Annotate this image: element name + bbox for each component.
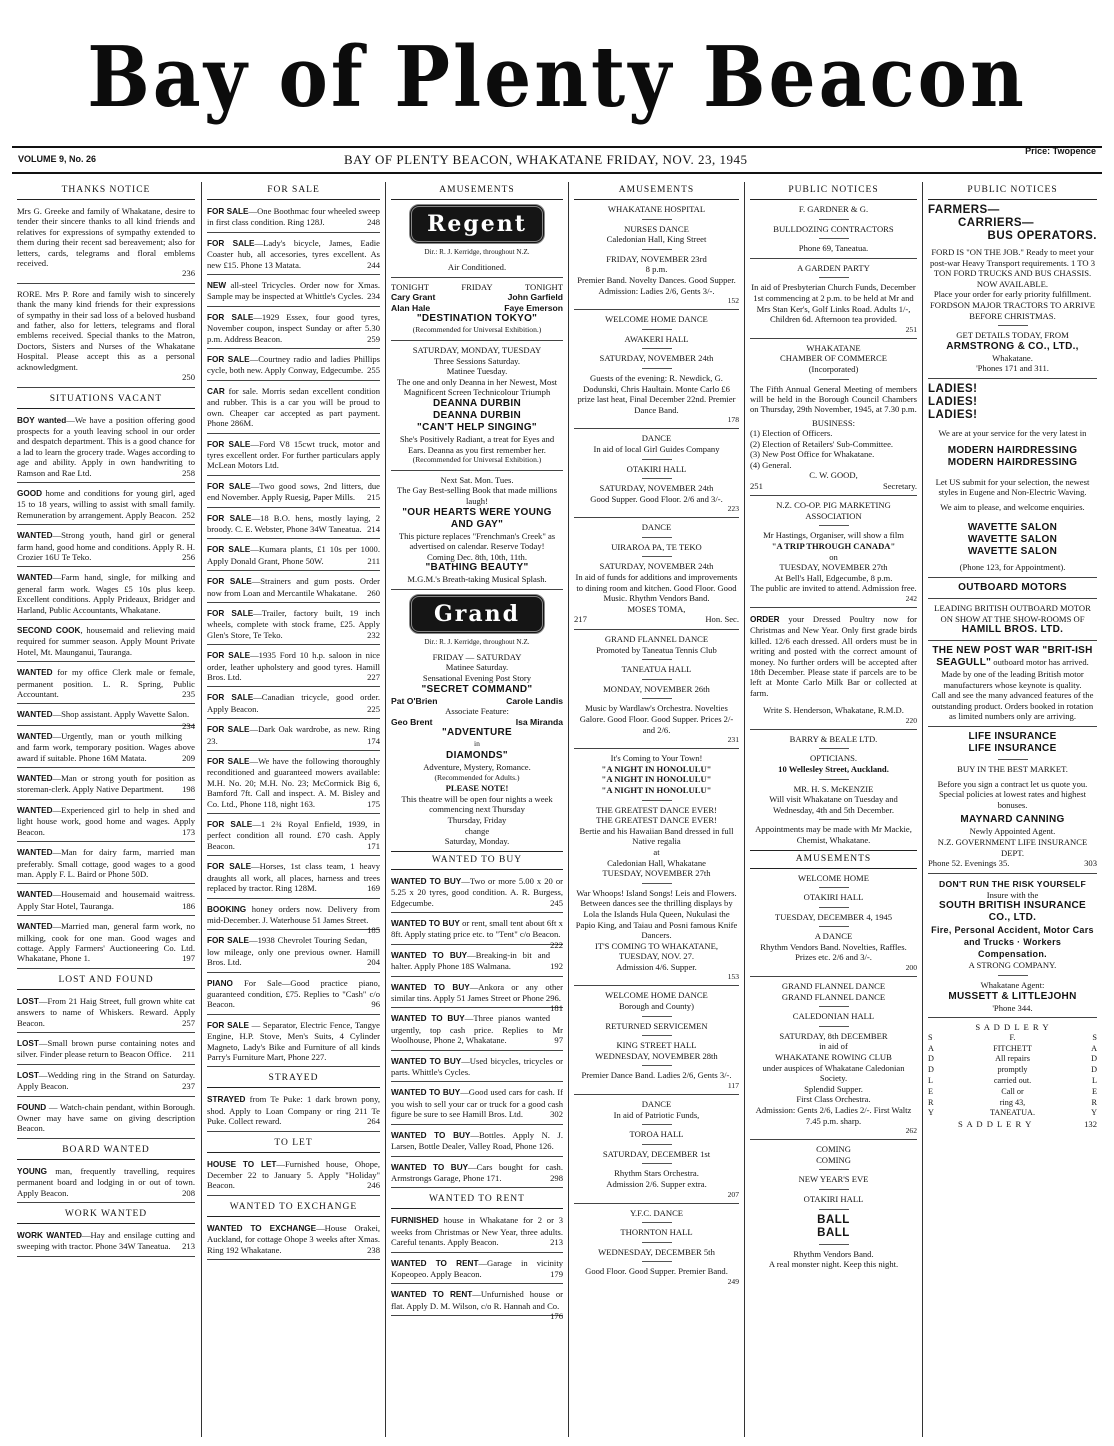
saddlery-row: L carried out. L [928,1075,1097,1085]
classified-ad: FOR SALE—1935 Ford 10 h.p. saloon in nice order, leather upholstery and good tyres. Hamill Bros. Ltd. 227 [207,648,380,687]
wanted-to-buy-list [391,874,563,1189]
for-sale-list [207,204,380,1067]
classified-ad: WANTED TO BUY—Two or more 5.00 x 20 or 5.25 x 20 tyres, good condition. A. R. Burgess, Edgecumbe. 245 [391,874,563,913]
classified-ad: WANTED—Urgently, man or youth milking and farm work, temporary position. Wages above award if suitable. Phone 16M Matata. 209 [17,729,195,768]
section-heading: BOARD WANTED [17,1142,195,1160]
classified-ad: FOR SALE—1 2¾ Royal Enfield, 1939, in perfect condition all round. £70 cash. Apply Beacon. 171 [207,817,380,856]
situations-list [17,413,195,969]
saddlery-row: R ring 43, R [928,1097,1097,1107]
classified-ad: FOR SALE—Kumara plants, £1 10s per 1000. Apply Donald Grant, Phone 50W. 211 [207,542,380,571]
classified-ad: NEW all-steel Tricycles. Order now for Xmas. Sample may be inspected at Whittle's Cycles. 234 [207,278,380,307]
classified-ad: FOR SALE — Separator, Electric Fence, Tangye Engine, H.P. Stove, Men's Suits, 4 Cylinder Magneto, Lady's Bike and Furniture of all kinds Parry's Furniture Mart, Phone 227. [207,1018,380,1068]
section-heading: WANTED TO BUY [391,851,563,870]
classified-ad: WANTED TO EXCHANGE—House Orakei, Auckland, for cottage Ohope 3 weeks after Xmas. Ring 192 Whakatane. 238 [207,1221,380,1260]
classified-ad: BOOKING honey orders now. Delivery from mid-December. J. Waterhouse 51 James Street. 185 [207,903,380,936]
classified-ad: WANTED TO RENT—Garage in vicinity Kopeopeo. Apply Beacon. 179 [391,1256,563,1285]
classified-ad: WANTED TO BUY—Ankora or any other similar tins. Apply 51 James Street or Phone 296. 181 [391,981,563,1014]
wanted-to-rent-list [391,1213,563,1322]
classified-ad: BOY wanted—We have a position offering good prospects for a youth leaving school in our order and despatch department. This is a good chance for a lad to learn the grocery trade. Wages according to age and ability. Apply in own handwriting to Ramson and Rae Ltd. 258 [17,413,195,483]
columns [12,182,1102,1437]
classified-ad: FOR SALE—One Boothmac four wheeled sweep in first class condition. Ring 128J. 248 [207,204,380,233]
section-heading: WANTED TO RENT [391,1191,563,1209]
classified-ad: WANTED TO BUY—Three pianos wanted urgently, top cash price. Replies to Mr Woolhouse, Phone 2, Whakatane. 97 [391,1011,563,1050]
issue-date: BAY OF PLENTY BEACON, WHAKATANE FRIDAY, NOV. 23, 1945 [344,152,748,167]
section-heading: SITUATIONS VACANT [17,391,195,409]
classified-ad: WANTED—Experienced girl to help in shed and light house work, good home and wages. Apply Beacon. 173 [17,803,195,842]
section-heading: AMUSEMENTS [391,182,563,200]
classified-ad: GOOD home and conditions for young girl, aged 15 to 18 years, willing to assist with small family. Remuneration by arrangement. Apply Beacon. 252 [17,486,195,525]
classified-ad: WANTED—Strong youth, hand girl or general farm hand, good home and conditions. Apply R. H. Crozier 16U Te Teko. 256 [17,528,195,567]
masthead-rule [12,146,1102,148]
section-heading: WORK WANTED [17,1206,195,1224]
section-heading: FOR SALE [207,182,380,200]
saddlery-row: D promptly D [928,1065,1097,1075]
masthead [0,8,1114,148]
classified-ad: WANTED TO BUY—Cars bought for cash. Armstrongs Garage, Phone 171. 298 [391,1160,563,1189]
saddlery-row: Y TANEATUA. Y [928,1108,1097,1118]
classified-ad: FOR SALE—Horses, 1st class team, 1 heavy draughts all work, all places, harness and trees replaced by tractor. Ring 128M. 169 [207,859,380,898]
grand-logo: Grand [409,594,545,634]
saddlery-row: E Call or E [928,1086,1097,1096]
column-1 [12,182,200,1437]
tonight-row: TONIGHT FRIDAY TONIGHT [391,281,563,292]
notice: RORE. Mrs P. Rore and family wish to sincerely thank the many kind friends for their expressions of sympathy in their sad loss of a beloved husband and father, also for letters, telegrams and floral emblems received. Special thanks to the Matron, Doctors, Sisters and Nurses of the Whakatane Hospital. Please accept this as a personal acknowledgment. 250 [17,287,195,388]
column-6: PUBLIC NOTICES FARMERS— CARRIERS— BUS OPERATORS. FORD IS "ON THE JOB." Ready to meet your post-war Heavy Transport requirements. 1 TO 3 TON FORD TRUCKS AND BUS CHASSIS. NOW AVAILABLE. Place your order for early priority fulfillment. FORDSON MAJOR TRACTORS TO ARRIVE BEFORE CHRISTMAS. GET DETAILS TODAY, FROM ARMSTRONG & CO., LTD., Whakatane. 'Phones 171 and 311. LADIES! LADIES! LADIES! We are at your service for the very latest in MODERN HAIRDRESSING MODERN HAIRDRESSING Let US submit for your selection, the newest styles in Eugene and Non-Electric Waving. We aim to please, and welcome enquiries. WAVETTE SALON WAVETTE SALON WAVETTE SALON (Phone 123, for Appointment). OUTBOARD MOTORS LEADING BRITISH OUTBOARD MOTOR ON SHOW AT THE SHOW-ROOMS OF HAMILL BROS. LTD. THE NEW POST WAR "BRIT-ISH SEAGULL" outboard motor has arrived. Made by one of the leading British motor manufacturers whose keynote is quality. Call and see the many advanced features of the outstanding product. Orders booked in rotation as limited numbers only are arriving. LIFE INSURANCE LIFE INSURANCE BUY IN THE BEST MARKET. Before you sign a contract let us quote you. Special policies at lowest rates and highest bonuses. MAYNARD CANNING Newly Appointed Agent. N.Z. GOVERNMENT LIFE INSURANCE DEPT. Phone 52. Evenings 35. 303 DON'T RUN THE RISK YOURSELF Insure with the SOUTH BRITISH INSURANCE CO., LTD. Fire, Personal Accident, Motor Cars and Trucks · Workers Compensation. A STRONG COMPANY. Whakatane Agent: MUSSETT & LITTLEJOHN 'Phone 344. S A D D L E R Y S F. S A FITCHETT A D All repairs D D promptly D L carried out. L E Call or E R ring 43, R Y TANEATUA. Y S A D D L E R Y 132 [922,182,1102,1437]
section-heading: STRAYED [207,1070,380,1088]
classified-ad: WANTED TO BUY—Breaking-in bit and halter. Apply Phone 18S Walmana. 192 [391,948,563,977]
section-heading: PUBLIC NOTICES [928,182,1097,200]
classified-ad: LOST—Small brown purse containing notes and silver. Finder please return to Beacon Office. 211 [17,1036,195,1065]
price: Price: Twopence [1025,146,1096,156]
film-title: "BATHING BEAUTY" [425,562,529,574]
lost-found-list [17,994,195,1139]
column-4: AMUSEMENTS WHAKATANE HOSPITAL NURSES DANCE Caledonian Hall, King Street FRIDAY, NOVEMBER 23rd 8 p.m. Premier Band. Novelty Dances. Good Supper. Admission: Ladies 2/6, Gents 3/-. 152 WELCOME HOME DANCE AWAKERI HALL SATURDAY, NOVEMBER 24th Guests of the evening: R. Newdick, G. Dodunski, Chris Haultain. Monte Carlo £6 prize last heat, Final December 22nd. Premier Dance Band. 178 DANCE In aid of local Girl Guides Company OTAKIRI HALL SATURDAY, NOVEMBER 24th Good Supper. Good Floor. 2/6 and 3/-. 223 DANCE UIRAROA PA, TE TEKO SATURDAY, NOVEMBER 24th In aid of funds for additions and improvements to dining room and kitchen. Good Floor. Good Music. Rhythm Vendors Band. MOSES TOMA, 217 Hon. Sec. GRAND FLANNEL DANCE Promoted by Taneatua Tennis Club TANEATUA HALL MONDAY, NOVEMBER 26th Music by Wardlaw's Orchestra. Novelties Galore. Good Floor. Good Supper. Prices 2/- and 2/6. 231 It's Coming to Your Town! "A NIGHT IN HONOLULU" "A NIGHT IN HONOLULU" "A NIGHT IN HONOLULU" THE GREATEST DANCE EVER! THE GREATEST DANCE EVER! Bertie and his Hawaiian Band dressed in full Native regalia at Caledonian Hall, Whakatane TUESDAY, NOVEMBER 27th War Whoops! Island Songs! Leis and Flowers. Between dances see the thrilling displays by Lola the Islands Hula Queen, Nukulasi the Papio King, and Taiau and Posni famous Knife Dancers. IT'S COMING TO WHAKATANE, TUESDAY, NOV. 27. Admission 4/6. Supper. 153 WELCOME HOME DANCE Borough and County) RETURNED SERVICEMEN KING STREET HALL WEDNESDAY, NOVEMBER 28th Premier Dance Band. Ladies 2/6, Gents 3/-. 117 DANCE In aid of Patriotic Funds, TOROA HALL SATURDAY, DECEMBER 1st Rhythm Stars Orchestra. Admission 2/6. Supper extra. 207 Y.F.C. DANCE THORNTON HALL WEDNESDAY, DECEMBER 5th Good Floor. Good Supper. Premier Band. 249 [568,182,744,1437]
classified-ad: CAR for sale. Morris sedan excellent condition and rubber. This is a car you will be proud to own. Cheaper car accepted as part payment. Phone 286M. [207,384,380,434]
column-2 [201,182,385,1437]
classified-ad: SECOND COOK, housemaid and relieving maid required for summer season. Apply Mount Private Hotel, Mt. Maunganui, Tauranga. [17,623,195,662]
classified-ad: FOR SALE—Canadian tricycle, good order. Apply Beacon. 225 [207,690,380,719]
classified-ad: ORDER your Dressed Poultry now for Christmas and New Year. Only first grade birds killed. 12/6 each dressed. All orders must be in writing and posted with the correct amount of money. No further orders will be accepted after 18th December. Please state if parcels are to be left at Monte Carlo Milk Bar or collected at farm. [750,613,917,698]
classified-ad: FOR SALE—Trailer, factory built, 19 inch wheels, complete with stock frame, £25. Apply Glen's Store, Te Teko. 232 [207,606,380,645]
dateline-rule [12,172,1102,174]
classified-ad: FURNISHED house in Whakatane for 2 or 3 weeks from Christmas or New Year, three adults. Careful tenants. Apply Beacon. 213 [391,1213,563,1252]
section-heading: AMUSEMENTS [574,182,739,200]
classified-ad: WANTED TO RENT—Unfurnished house or flat. Apply D. M. Wilson, c/o R. Hannah and Co. 176 [391,1289,563,1322]
section-heading: PUBLIC NOTICES [750,182,917,200]
classified-ad: WANTED—Housemaid and housemaid waitress. Apply Star Hotel, Tauranga. 186 [17,887,195,916]
section-heading: LOST AND FOUND [17,972,195,990]
classified-ad: FOR SALE—Two good sows, 2nd litters, due end November. Apply Ruesig, Paper Mills. 215 [207,479,380,508]
notice: Mrs G. Greeke and family of Whakatane, desire to tender their sincere thanks to all kind friends and relatives for expressions of sympathy extended to them during their recent sad bereavement; also for letters, cards, telegrams and floral emblems received. 236 [17,204,195,284]
classified-ad: PIANO For Sale—Good practice piano, guaranteed condition, £75. Replies to "Cash" c/o Beacon. 96 [207,976,380,1015]
classified-ad: YOUNG man, frequently travelling, requires permanent board and lodging in or out of town. Apply Beacon. 208 [17,1164,195,1203]
classified-ad: FOUND — Watch-chain pendant, within Borough. Owner may have same on giving description Beacon. [17,1100,195,1139]
column-5: PUBLIC NOTICES F. GARDNER & G. BULLDOZING CONTRACTORS Phone 69, Taneatua. A GARDEN PARTY In aid of Presbyterian Church Funds, December 1st commencing at 2 p.m. to be held at Mr and Mrs Stan Ker's, Golf Links Road. Adults 1/-, Children 6d. Afternoon tea provided. 251 WHAKATANE CHAMBER OF COMMERCE (Incorporated) The Fifth Annual General Meeting of members will be held in the Borough Council Chambers on Thursday, 29th November, 1945, at 7.30 p.m. BUSINESS: (1) Election of Officers. (2) Election of Retailers' Sub-Committee. (3) New Post Office for Whakatane. (4) General. C. W. GOOD, 251 Secretary. N.Z. CO-OP. PIG MARKETING ASSOCIATION Mr Hastings, Organiser, will show a film "A TRIP THROUGH CANADA" on TUESDAY, NOVEMBER 27th At Bell's Hall, Edgecumbe, 8 p.m. The public are invited to attend. Admission free. 242 ORDER your Dressed Poultry now for Christmas and New Year. Only first grade birds killed. 12/6 each dressed. All orders must be in writing and posted with the correct amount of money. No further orders will be accepted after 18th December. Please state if parcels are to be left at Monte Carlo Milk Bar or collected at farm. Write S. Henderson, Whakatane, R.M.D. 220 BARRY & BEALE LTD. OPTICIANS. 10 Wellesley Street, Auckland. MR. H. S. McKENZIE Will visit Whakatane on Tuesday and Wednesday, 4th and 5th December. Appointments may be made with Mr Mackie, Chemist, Whakatane. AMUSEMENTS WELCOME HOME OTAKIRI HALL TUESDAY, DECEMBER 4, 1945 A DANCE Rhythm Vendors Band. Novelties, Raffles. Prizes etc. 2/6 and 3/-. 200 GRAND FLANNEL DANCE GRAND FLANNEL DANCE CALEDONIAN HALL SATURDAY, 8th DECEMBER in aid of WHAKATANE ROWING CLUB under auspices of Whakatane Caledonian Society. Splendid Supper. First Class Orchestra. Admission: Gents 2/6, Ladies 2/-. First Waltz 7.45 p.m. sharp. 262 COMING COMING NEW YEAR'S EVE OTAKIRI HALL BALL BALL Rhythm Vendors Band. A real monster night. Keep this night. [744,182,922,1437]
classified-ad: FOR SALE—1938 Chevrolet Touring Sedan, low mileage, only one previous owner. Hamill Bros. Ltd. 204 [207,933,380,972]
film-title: "SECRET COMMAND" [421,683,533,695]
saddlery-row: S F. S [928,1032,1097,1042]
classified-ad: FOR SALE—18 B.O. hens, mostly laying, 2 broody. C. E. Webster, Phone 34W Taneatua. 214 [207,511,380,540]
classified-ad: WANTED TO BUY—Used bicycles, tricycles or parts. Whittle's Cycles. [391,1054,563,1083]
classified-ad: LOST—From 21 Haig Street, full grown white cat answers to name of Whiskers. Reward. Apply Beacon. 257 [17,994,195,1033]
section-heading: THANKS NOTICE [17,182,195,200]
classified-ad: HOUSE TO LET—Furnished house, Ohope, December 22 to January 5. Apply "Holiday" Beacon. 246 [207,1157,380,1196]
classified-ad: WANTED for my office Clerk male or female, permanent position. L. R. Spring, Public Accountant. 235 [17,665,195,704]
classified-ad: WANTED—Man for dairy farm, married man preferably. Small cottage, good wages to a good man. Apply F. L. Baird or Phone 50D. [17,845,195,884]
saddlery-row: A FITCHETT A [928,1043,1097,1053]
classified-ad: LOST—Wedding ring in the Strand on Saturday. Apply Beacon. 237 [17,1068,195,1097]
section-heading: WANTED TO EXCHANGE [207,1199,380,1217]
classified-ad: FOR SALE—Ford V8 15cwt truck, motor and tyres excellent order. For further particulars apply McLean Motors Ltd. [207,437,380,476]
classified-ad: FOR SALE—1929 Essex, four good tyres, November coupon, inspect Sunday or after 5.30 p.m. Address Beacon. 259 [207,310,380,349]
classified-ad: WANTED—Man or strong youth for position as storeman-clerk. Apply Native Department. 198 [17,771,195,800]
column-3: AMUSEMENTS Regent Dir.: R. J. Kerridge, throughout N.Z. Air Conditioned. TONIGHT FRIDAY TONIGHT Cary Grant John Garfield Alan Hale Faye Emerson "DESTINATION TOKYO" (Recommended for Universal Exhibition.) SATURDAY, MONDAY, TUESDAY Three Sessions Saturday. Matinee Tuesday. The one and only Deanna in her Newest, Most Magnificent Screen Technicolour Triumph DEANNA DURBIN DEANNA DURBIN "CAN'T HELP SINGING" She's Positively Radiant, a treat for Eyes and Ears. Deanna as you first remember her. (Recommended for Universal Exhibition.) Next Sat. Mon. Tues. The Gay Best-selling Book that made millions laugh! "OUR HEARTS WERE YOUNG AND GAY" This picture replaces "Frenchman's Creek" as advertised on calendar. Reserve Today! Coming Dec. 8th, 10th, 11th. "BATHING BEAUTY" M.G.M.'s Breath-taking Musical Splash. Grand Dir.: R. J. Kerridge, throughout N.Z. FRIDAY — SATURDAY Matinee Saturday. Sensational Evening Post Story "SECRET COMMAND" Pat O'Brien Carole Landis Associate Feature: Geo Brent Isa Miranda "ADVENTURE in DIAMONDS" Adventure, Mystery, Romance. (Recommended for Adults.) PLEASE NOTE! This theatre will be open four nights a week commencing next Thursday Thursday, Friday change Saturday, Monday. WANTED TO BUY WANTED TO BUY—Two or more 5.00 x 20 or 5.25 x 20 tyres, good condition. A. R. Burgess, Edgecumbe. 245 WANTED TO BUY or rent, small tent about 6ft x 8ft. Apply stating price etc. to "Tent" c/o Beacon. 222 WANTED TO BUY—Breaking-in bit and halter. Apply Phone 18S Walmana. 192 WANTED TO BUY—Ankora or any other similar tins. Apply 51 James Street or Phone 296. 181 WANTED TO BUY—Three pianos wanted urgently, top cash price. Replies to Mr Woolhouse, Phone 2, Whakatane. 97 WANTED TO BUY—Used bicycles, tricycles or parts. Whittle's Cycles. WANTED TO BUY—Good used cars for cash. If you wish to sell your car or truck for a good cash figure be sure to see Hamill Bros. Ltd. 302 WANTED TO BUY—Bottles. Apply N. J. Larsen, Bottle Dealer, Valley Road, Phone 126. WANTED TO BUY—Cars bought for cash. Armstrongs Garage, Phone 171. 298 WANTED TO RENT FURNISHED house in Whakatane for 2 or 3 weeks from Christmas or New Year, three adults. Careful tenants. Apply Beacon. 213 WANTED TO RENT—Garage in vicinity Kopeopeo. Apply Beacon. 179 WANTED TO RENT—Unfurnished house or flat. Apply D. M. Wilson, c/o R. Hannah and Co. 176 [385,182,568,1437]
classified-ad: FOR SALE—Courtney radio and ladies Phillips cycle, both new. Apply Conway, Edgecumbe. 255 [207,352,380,381]
volume-number: VOLUME 9, No. 26 [18,154,97,164]
classified-ad: FOR SALE—Lady's bicycle, James, Eadie Coaster hub, all accesories, tyres excellent. As new £15. Phone 13 Matata. 244 [207,236,380,275]
classified-ad: WANTED TO BUY—Good used cars for cash. If you wish to sell your car or truck for a good cash figure be sure to see Hamill Bros. Ltd. 302 [391,1085,563,1124]
dateline [14,146,1100,170]
film-title: "CAN'T HELP SINGING" [417,421,537,433]
classified-ad: WANTED TO BUY or rent, small tent about 6ft x 8ft. Apply stating price etc. to "Tent" c/o Beacon. 222 [391,918,563,950]
classified-ad: WANTED—Farm hand, single, for milking and general farm work. Wages £5 10s plus keep. Excellent conditions. Apply Prideaux, Bridger and Harland, Public Accountants, Whakatane. [17,570,195,620]
classified-ad: WANTED TO BUY—Bottles. Apply N. J. Larsen, Bottle Dealer, Valley Road, Phone 126. [391,1128,563,1157]
newspaper-title: Bay of Plenty Beacon [87,29,1027,127]
classified-ad: FOR SALE—Strainers and gum posts. Order now from Loan and Mercantile Whakatane. 260 [207,574,380,603]
regent-logo: Regent [409,204,545,244]
classified-ad: FOR SALE—We have the following thoroughly reconditioned and guaranteed mowers available: M.H. No. 20; M.H. No. 23; McCormick Big 6, Bamford 7ft. Call and inspect. A. M. Bisley and Co. Ltd., Phone 118, night 163. 175 [207,754,380,814]
film-title: "DESTINATION TOKYO" [416,313,538,325]
section-heading: AMUSEMENTS [750,850,917,869]
section-heading: TO LET [207,1135,380,1153]
classified-ad: WORK WANTED—Hay and ensilage cutting and sweeping with tractor. Phone 34W Taneatua. 213 [17,1228,195,1257]
film-title: "OUR HEARTS WERE YOUNG AND GAY" [402,506,552,530]
classified-ad: FOR SALE—Dark Oak wardrobe, as new. Ring 23. 174 [207,722,380,751]
classified-ad: WANTED—Married man, general farm work, no milking, cook for one man. Good wages and cottage. Apply Farmers' Auctioneering Co. Ltd. Whakatane, Phone 1. 197 [17,919,195,969]
saddlery-row: D All repairs D [928,1054,1097,1064]
classified-ad: WANTED—Shop assistant. Apply Wavette Salon. 234 [17,709,195,731]
classified-ad: STRAYED from Te Puke: 1 dark brown pony, shod. Apply to Loan Company or ring 211 Te Puke. Collect reward. 264 [207,1092,380,1131]
saddlery-rows [928,1033,1097,1119]
